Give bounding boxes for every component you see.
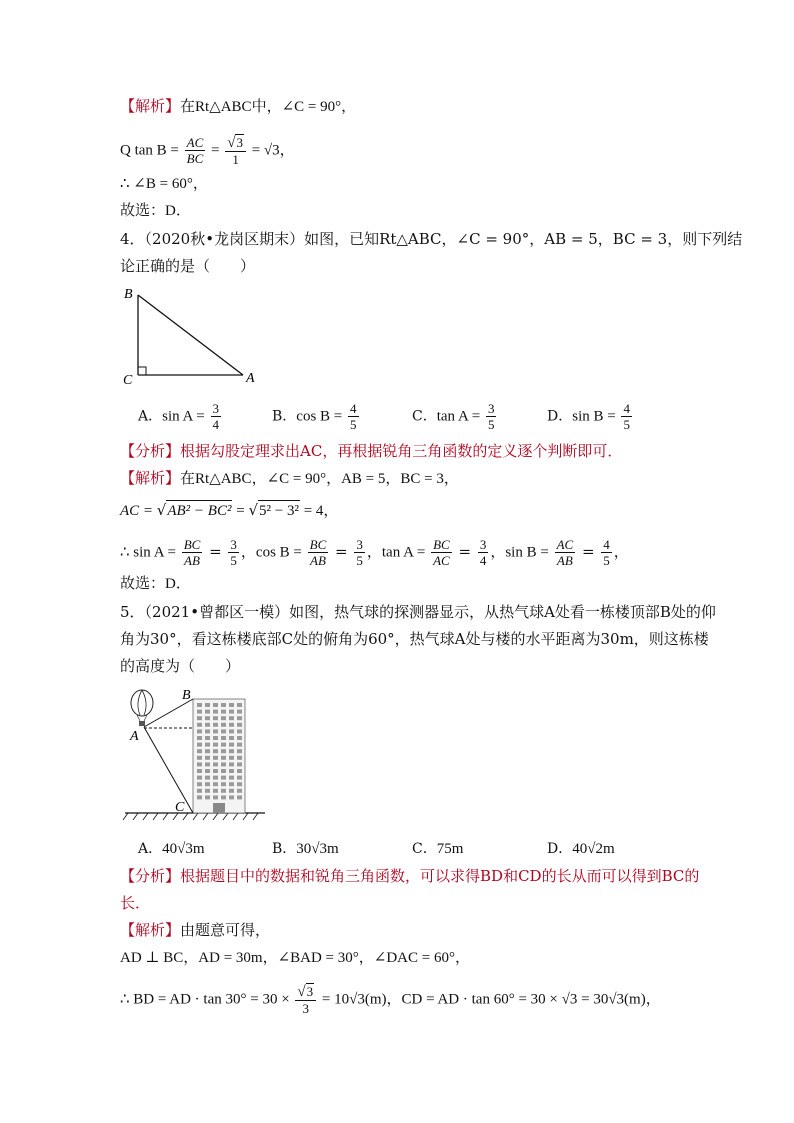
building-window [213, 703, 218, 707]
fraction [182, 537, 203, 568]
q5-balloon-building-figure [120, 685, 270, 825]
denominator: 5 [230, 553, 237, 568]
q5-stem-line-3 [120, 656, 240, 676]
vertex-c-label: C [123, 373, 133, 388]
prev-solution-line-2 [120, 134, 295, 167]
building-window [197, 795, 202, 799]
building-window [205, 782, 210, 786]
building-window [213, 736, 218, 740]
separator: ，tan A = [366, 544, 430, 561]
building-window [237, 729, 242, 733]
solution-text: 在Rt△ABC，∠C = 90°，AB = 5，BC = 3， [180, 471, 459, 487]
q5-option-d[interactable] [547, 838, 615, 858]
radical-sign: √ [297, 984, 306, 1000]
building-window [213, 789, 218, 793]
radical-sign: √ [227, 135, 236, 151]
radicand: AB² − BC² [166, 500, 232, 521]
building-window [221, 769, 226, 773]
building-window [205, 736, 210, 740]
building-window [197, 756, 202, 760]
option-label: D． [547, 408, 573, 425]
solution-text: = 4， [299, 503, 339, 519]
building-window [229, 743, 234, 747]
point-c-label: C [175, 800, 185, 815]
prev-answer [120, 200, 191, 221]
fraction [478, 537, 489, 568]
vertex-a-label: A [246, 371, 255, 386]
question-text: 4．（2020秋•龙岗区期末）如图，已知Rt△ABC，∠C = 90°，AB = 5，BC = 3，则下列结 [120, 230, 743, 248]
building-window [221, 776, 226, 780]
solution-tag: 【解析】 [120, 921, 181, 939]
building-window [205, 703, 210, 707]
building-window [237, 756, 242, 760]
denominator: 1 [232, 152, 239, 167]
q5-solution-line-2 [120, 947, 470, 968]
solution-text: 在Rt△ABC中，∠C = 90°， [180, 99, 357, 115]
option-text: 40√3m [162, 841, 205, 857]
building-window [213, 782, 218, 786]
prev-solution-line-3 [120, 173, 208, 194]
numerator: BC [183, 537, 201, 552]
fraction [431, 537, 452, 568]
fraction [228, 537, 239, 568]
denominator: 5 [350, 417, 357, 432]
option-label: B． [272, 408, 297, 425]
building-window [237, 749, 242, 753]
answer-text: 故选：D． [120, 203, 191, 219]
radical-sign: √ [248, 501, 258, 519]
building-window [221, 703, 226, 707]
question-text: 的高度为（ ） [120, 657, 241, 675]
building-window [197, 776, 202, 780]
building-window [229, 749, 234, 753]
side-ab [138, 295, 243, 375]
numerator: 4 [350, 401, 357, 416]
fraction [185, 135, 206, 166]
q4-solution-line-1 [120, 468, 459, 489]
building-window [229, 729, 234, 733]
building-window [221, 789, 226, 793]
q5-option-a[interactable] [138, 838, 205, 858]
radicand: 5² − 3² [258, 500, 300, 521]
building-window [229, 776, 234, 780]
question-text: 角为30°，看这栋楼底部C处的俯角为60°，热气球A处与楼的水平距离为30m，则这栋楼 [120, 630, 709, 648]
prev-solution-line-1 [120, 96, 356, 117]
numerator: 3 [212, 401, 220, 416]
analysis-text: 长． [120, 894, 151, 912]
fraction [601, 537, 612, 568]
building-window [221, 762, 226, 766]
q4-option-c[interactable] [412, 401, 498, 432]
analysis-tag: 【分析】 [120, 867, 181, 885]
option-function: sin A = [162, 408, 209, 425]
numerator: 3 [356, 537, 363, 552]
denominator: 5 [623, 417, 630, 432]
building-window [237, 710, 242, 714]
building-window [205, 762, 210, 766]
building-window [205, 729, 210, 733]
building-window [213, 776, 218, 780]
building-window [237, 736, 242, 740]
option-function: sin B = [572, 408, 620, 425]
numerator: 4 [603, 537, 610, 552]
option-label: D． [547, 841, 573, 857]
option-function: tan A = [436, 408, 484, 425]
building-window [221, 756, 226, 760]
building-window [205, 789, 210, 793]
building-window [221, 723, 226, 727]
numerator: 3 [479, 537, 487, 552]
separator: ，cos B = [240, 544, 306, 561]
q5-option-c[interactable] [412, 838, 463, 858]
denominator: AC [433, 553, 450, 568]
building-window [205, 776, 210, 780]
building-window [213, 756, 218, 760]
numerator: 4 [623, 401, 630, 416]
solution-text: = 10√3(m)，CD = AD · tan 60° = 30 × √3 = 30√3(m)， [318, 991, 661, 1008]
numerator: 3 [230, 537, 237, 552]
radical-sign: √ [156, 501, 167, 519]
building-window [197, 723, 202, 727]
option-label: C． [412, 408, 437, 425]
building-window [197, 716, 202, 720]
solution-text: AC = [120, 503, 157, 519]
q4-triangle-figure [118, 283, 268, 393]
building-window [205, 716, 210, 720]
q4-stem-line-1 [120, 229, 742, 249]
q4-solution-line-3: ∴ sin A = $\frac{BC}{AB}$ = $\frac{3}{5}$ ，cos B = $\frac{BC}{AB}$ = $\frac{3}{5}$ ，tan A = $\frac{BC}{AC}$ = $\frac{3}{4}$ ，sin B = $\frac{AC}{AB}$ = $\frac{4}{5}$ ， [120, 537, 629, 568]
building-window [197, 782, 202, 786]
solution-text: AD ⊥ BC，AD = 30m，∠BAD = 30°，∠DAC = 60°， [120, 950, 470, 966]
solution-text: 由题意可得， [180, 921, 271, 939]
option-label: A． [138, 408, 163, 425]
option-text: 75m [436, 841, 464, 857]
building-window [213, 710, 218, 714]
building-window [221, 716, 226, 720]
q4-solution-line-2 [120, 500, 338, 521]
numerator: AC [186, 135, 204, 150]
question-text: 论正确的是（ ） [120, 257, 256, 275]
building-window [205, 756, 210, 760]
building-window [229, 756, 234, 760]
building-window [221, 749, 226, 753]
denominator: 5 [487, 417, 495, 432]
numerator: BC [433, 537, 450, 552]
q5-option-b[interactable] [272, 838, 339, 858]
vertex-b-label: B [124, 287, 133, 302]
building-window [213, 729, 218, 733]
building-window [229, 703, 234, 707]
fraction [225, 134, 246, 167]
balloon-envelope [131, 690, 153, 716]
q5-analysis-line-2 [120, 893, 150, 913]
building-window [221, 782, 226, 786]
q4-option-a[interactable] [138, 401, 223, 432]
building-window [213, 743, 218, 747]
building-window [237, 789, 242, 793]
point-b-label: B [182, 688, 191, 703]
q4-option-b[interactable] [272, 401, 361, 432]
equals: = [232, 503, 249, 519]
solution-text: ∴ BD = AD · tan 30° = 30 × [120, 991, 294, 1008]
building-window [229, 769, 234, 773]
answer-text: 故选：D． [120, 576, 191, 592]
building-window [229, 736, 234, 740]
fraction [354, 537, 365, 568]
option-label: C． [412, 841, 437, 857]
fraction [486, 401, 497, 432]
denominator: 5 [603, 553, 610, 568]
option-text: 30√3m [296, 841, 339, 857]
fraction [295, 983, 316, 1016]
numerator [295, 983, 316, 1001]
balloon-basket [139, 721, 145, 726]
building-window [213, 795, 218, 799]
option-label: B． [272, 841, 297, 857]
building-window [213, 716, 218, 720]
building-window [237, 769, 242, 773]
building-window [197, 769, 202, 773]
building-window [197, 743, 202, 747]
solution-text: ∴ ∠B = 60°， [120, 176, 208, 192]
denominator: 5 [356, 553, 363, 568]
building-window [229, 795, 234, 799]
question-text: 5．（2021•曾都区一模）如图，热气球的探测器显示，从热气球A处看一栋楼顶部B处的仰 [120, 603, 716, 621]
q5-solution-line-3 [120, 983, 661, 1016]
radicand: 3 [236, 135, 243, 150]
building-window [205, 769, 210, 773]
radicand: 3 [306, 984, 314, 999]
option-text: 40√2m [572, 841, 615, 857]
option-label: A． [138, 841, 163, 857]
building-window [221, 743, 226, 747]
building-window [237, 782, 242, 786]
building-window [237, 743, 242, 747]
solution-text: ∴ sin A = [120, 544, 180, 561]
building-window [237, 703, 242, 707]
building-window [197, 710, 202, 714]
separator: ，sin B = [490, 544, 553, 561]
right-angle-mark [138, 367, 146, 375]
line-ac [144, 727, 193, 813]
numerator [225, 134, 246, 152]
q4-analysis [120, 441, 622, 461]
denominator: 3 [302, 1001, 310, 1016]
equals: = [207, 142, 224, 159]
denominator: BC [186, 151, 204, 166]
building-window [221, 729, 226, 733]
denominator: 4 [479, 553, 487, 568]
building-window [229, 716, 234, 720]
building-window [237, 776, 242, 780]
building-window [229, 723, 234, 727]
building-window [197, 729, 202, 733]
numerator: AC [556, 537, 574, 552]
solution-text: = √3， [247, 142, 295, 159]
fraction [621, 401, 632, 432]
numerator: BC [309, 537, 327, 552]
building-window [221, 736, 226, 740]
analysis-text: 根据勾股定理求出AC，再根据锐角三角函数的定义逐个判断即可． [180, 442, 623, 460]
q5-analysis-line-1 [120, 866, 699, 886]
building-window [205, 749, 210, 753]
option-function: cos B = [296, 408, 347, 425]
fraction [211, 401, 222, 432]
denominator: AB [184, 553, 200, 568]
building-window [229, 782, 234, 786]
q4-option-d[interactable] [547, 401, 634, 432]
analysis-tag: 【分析】 [120, 442, 181, 460]
separator: ， [613, 544, 629, 561]
solution-tag: 【解析】 [120, 97, 181, 115]
analysis-text: 根据题目中的数据和锐角三角函数，可以求得BD和CD的长从而可以得到BC的 [180, 867, 700, 885]
numerator: 3 [487, 401, 495, 416]
fraction [555, 537, 576, 568]
building-window [221, 710, 226, 714]
q5-solution-line-1 [120, 920, 270, 940]
building-window [197, 749, 202, 753]
building-window [229, 789, 234, 793]
building-window [205, 795, 210, 799]
building-window [213, 723, 218, 727]
building-window [237, 723, 242, 727]
fraction [348, 401, 359, 432]
q4-answer [120, 573, 191, 594]
denominator: AB [556, 553, 573, 568]
building-window [237, 716, 242, 720]
point-a-label: A [130, 729, 139, 744]
q5-stem-line-2 [120, 629, 709, 649]
denominator: 4 [212, 417, 220, 432]
building-window [213, 749, 218, 753]
building-window [213, 769, 218, 773]
denominator: AB [310, 553, 326, 568]
building-window [197, 736, 202, 740]
building-window [197, 762, 202, 766]
solution-tag: 【解析】 [120, 469, 181, 487]
ground-hatch [123, 813, 258, 820]
fraction [308, 537, 329, 568]
building-window [221, 795, 226, 799]
building-window [197, 789, 202, 793]
building-window [229, 762, 234, 766]
building-window [205, 710, 210, 714]
q5-stem-line-1 [120, 602, 716, 622]
building-window [197, 703, 202, 707]
building-door [213, 803, 225, 813]
building-window [205, 743, 210, 747]
building-window [205, 723, 210, 727]
q4-stem-line-2 [120, 256, 255, 276]
solution-text: Q tan B = [120, 142, 183, 159]
building-window [229, 710, 234, 714]
building-window [237, 795, 242, 799]
building-window [213, 762, 218, 766]
building-window [237, 762, 242, 766]
